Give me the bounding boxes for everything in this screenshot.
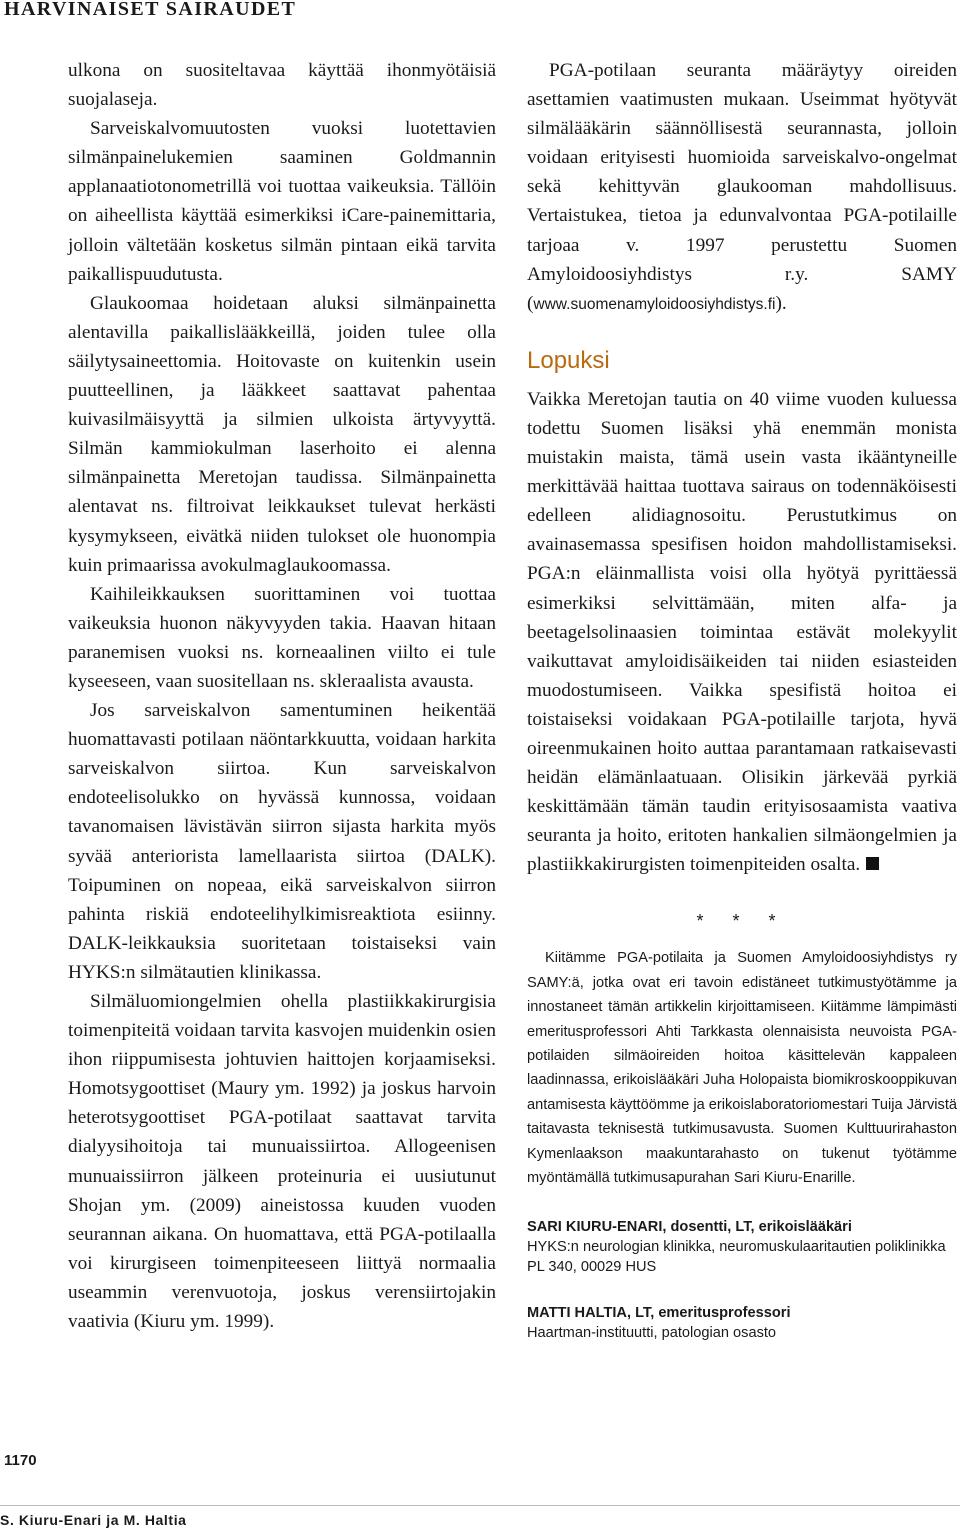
body-paragraph: Sarveiskalvomuutosten vuoksi luotettavien silmänpainelukemien saaminen Goldmannin applanaatiotonometrillä voi tuottaa vaikeuksia. Tällöin on aiheellista käyttää esimerkiksi iCare-painemittaria, jolloin vältetään kosketus silmän pintaan eikä tarvita paikallispuudutusta. (68, 118, 496, 285)
conclusion-text: Vaikka Meretojan tautia on 40 viime vuoden kuluessa todettu Suomen lisäksi yhä enemmän monista muistakin maista, tämä usein vasta ikääntyneille merkittävää haittaa tuottava sairaus on todennäköisesti edelleen alidiagnosoitu. Perustutkimus on avainasemassa spesifisen hoidon mahdollistamiseksi. PGA:n eläinmallista voisi olla hyötyä pyrittäessä esimerkiksi selvittämään, miten alfa- ja beetagelsolinaasien toimintaa estävät molekyylit vaikuttavat amyloidisäikeiden tai niiden esiasteiden muodostumiseen. Vaikka spesifistä hoitoa ei toistaiseksi voidakaan PGA-potilaille tarjota, hyvä oireenmukainen hoito auttaa parantamaan ratkaisevasti heidän elämänlaatuaan. Olisikin järkevää pyrkiä keskittämään tämän taudin erityisosaamista vaativa seuranta ja hoito, eritoten hankalien silmäongelmien ja plastiikkakirurgisten toimenpiteiden osalta. (527, 388, 957, 876)
footer-authors: S. Kiuru-Enari ja M. Haltia (0, 1512, 187, 1528)
intro-text: PGA-potilaan seuranta määräytyy oireiden asettamien vaatimusten mukaan. Useimmat hyötyvät silmälääkärin säännöllisestä seurannasta, jolloin voidaan erityisesti huomioida sarveiskalvo-ongelmat sekä kehittyvän glaukooman mahdollisuus. Vertaistukea, tietoa ja edunvalvontaa PGA-potilaille tarjoaa v. 1997 perustettu Suomen Amyloidoosiyhdistys r.y. SAMY ( (527, 60, 957, 314)
body-paragraph: Glaukoomaa hoidetaan aluksi silmänpainetta alentavilla paikallislääkkeillä, joiden tulee olla säilytysaineettomia. Hoitovaste on kuitenkin usein puutteellinen, ja lääkkeet saattavat pahentaa kuivasilmäisyyttä ja silmien ulkoista ärtyvyyttä. Silmän kammiokulman laserhoito ei alenna silmänpainetta Meretojan taudissa. Silmänpainetta alentavat ns. filtroivat leikkaukset tulevat herkästi kysymykseen, eivätkä niiden tulokset ole huonompia kuin primaarissa avokulmaglaukoomassa. (68, 292, 496, 576)
author-address: PL 340, 00029 HUS (527, 1258, 657, 1275)
footer-divider (0, 1505, 960, 1506)
right-column (527, 56, 957, 1343)
body-paragraph: Jos sarveiskalvon samentuminen heikentää huomattavasti potilaan näöntarkkuutta, voidaan harkita sarveiskalvon siirtoa. Kun sarveiskalvon endoteelisolukko on hyvässä kunnossa, voidaan tavanomaisen lävistävän siirron sijasta harkita myös syvää anteriorista lamellaarista siirtoa (DALK). Toipuminen on nopeaa, eikä sarveiskalvon siirron pahinta riskiä endoteelihylkimisreaktiota esiinny. DALK-leikkauksia suoritetaan toistaiseksi vain HYKS:n silmätautien klinikassa. (68, 700, 496, 983)
body-paragraph: ulkona on suositeltavaa käyttää ihonmyötäisiä suojalaseja. (68, 60, 496, 111)
end-of-article-mark (866, 857, 879, 870)
author-block (527, 1303, 957, 1343)
section-header: HARVINAISET SAIRAUDET (4, 0, 297, 20)
body-paragraph: Silmäluomiongelmien ohella plastiikkakirurgisia toimenpiteitä voidaan tarvita kasvojen muidenkin osien ihon riippumisesta johtuvien haittojen korjaamiseksi. Homotsygoottiset (Maury ym. 1992) ja joskus harvoin heterotsygoottiset PGA-potilaat saattavat tarvita dialyysihoitoja tai munuaissiirtoa. Allogeenisen munuaissiirron jälkeen proteinuria ei uusiutunut Shojan ym. (2009) aineistossa kuuden vuoden seurannan aikana. On huomattava, että PGA-potilaalla voi kirurgiseen toimenpiteeseen liittyä normaalia useammin verenvuotoja, joskus verensiirtojakin vaativia (Kiuru ym. 1999). (68, 991, 496, 1333)
intro-close: ). (775, 292, 787, 314)
left-column (68, 56, 496, 1336)
separator-stars: * * * (696, 911, 788, 932)
author-block (527, 1217, 957, 1277)
acknowledgement-paragraph: Kiitämme PGA-potilaita ja Suomen Amyloidoosiyhdistys ry SAMY:ä, jotka ovat eri tavoin edistäneet tutkimustyötämme ja innostaneet tämän artikkelin kirjoittamiseen. Kiitämme lämpimästi emeritusprofessori Ahti Tarkkasta olennaisista neuvoista PGA-potilaiden silmäoireiden hoitoa käsittelevän kappaleen laadinnassa, erikoislääkäri Juha Holopaista biomikroskooppikuvan antamisesta käyttöömme ja erikoislaboratoriomestari Tuija Järvistä taitavasta teknisestä tutkimusavusta. Suomen Kulttuurirahaston Kymenlaakson maakuntarahasto on tukenut työtämme myöntämällä tutkimusapurahan Sari Kiuru-Enarille. (527, 950, 957, 1187)
author-name: MATTI HALTIA, LT, emeritusprofessori (527, 1304, 791, 1321)
author-affiliation: HYKS:n neurologian klinikka, neuromuskulaaritautien poliklinikka (527, 1238, 946, 1255)
body-paragraph (527, 56, 957, 319)
body-paragraph: Kaihileikkauksen suorittaminen voi tuottaa vaikeuksia huonon näkyvyyden takia. Haavan hitaan paranemisen vuoksi ns. korneaalinen viilto ei tule kyseeseen, vaan suositellaan ns. skleraalista avausta. (68, 583, 496, 692)
page-number: 1170 (4, 1452, 37, 1469)
author-name: SARI KIURU-ENARI, dosentti, LT, erikoislääkäri (527, 1218, 852, 1235)
author-affiliation: Haartman-instituutti, patologian osasto (527, 1324, 777, 1341)
section-heading-lopuksi: Lopuksi (527, 346, 610, 374)
association-url-link[interactable]: www.suomenamyloidoosiyhdistys.fi (533, 295, 776, 313)
conclusion-paragraph (527, 385, 957, 880)
